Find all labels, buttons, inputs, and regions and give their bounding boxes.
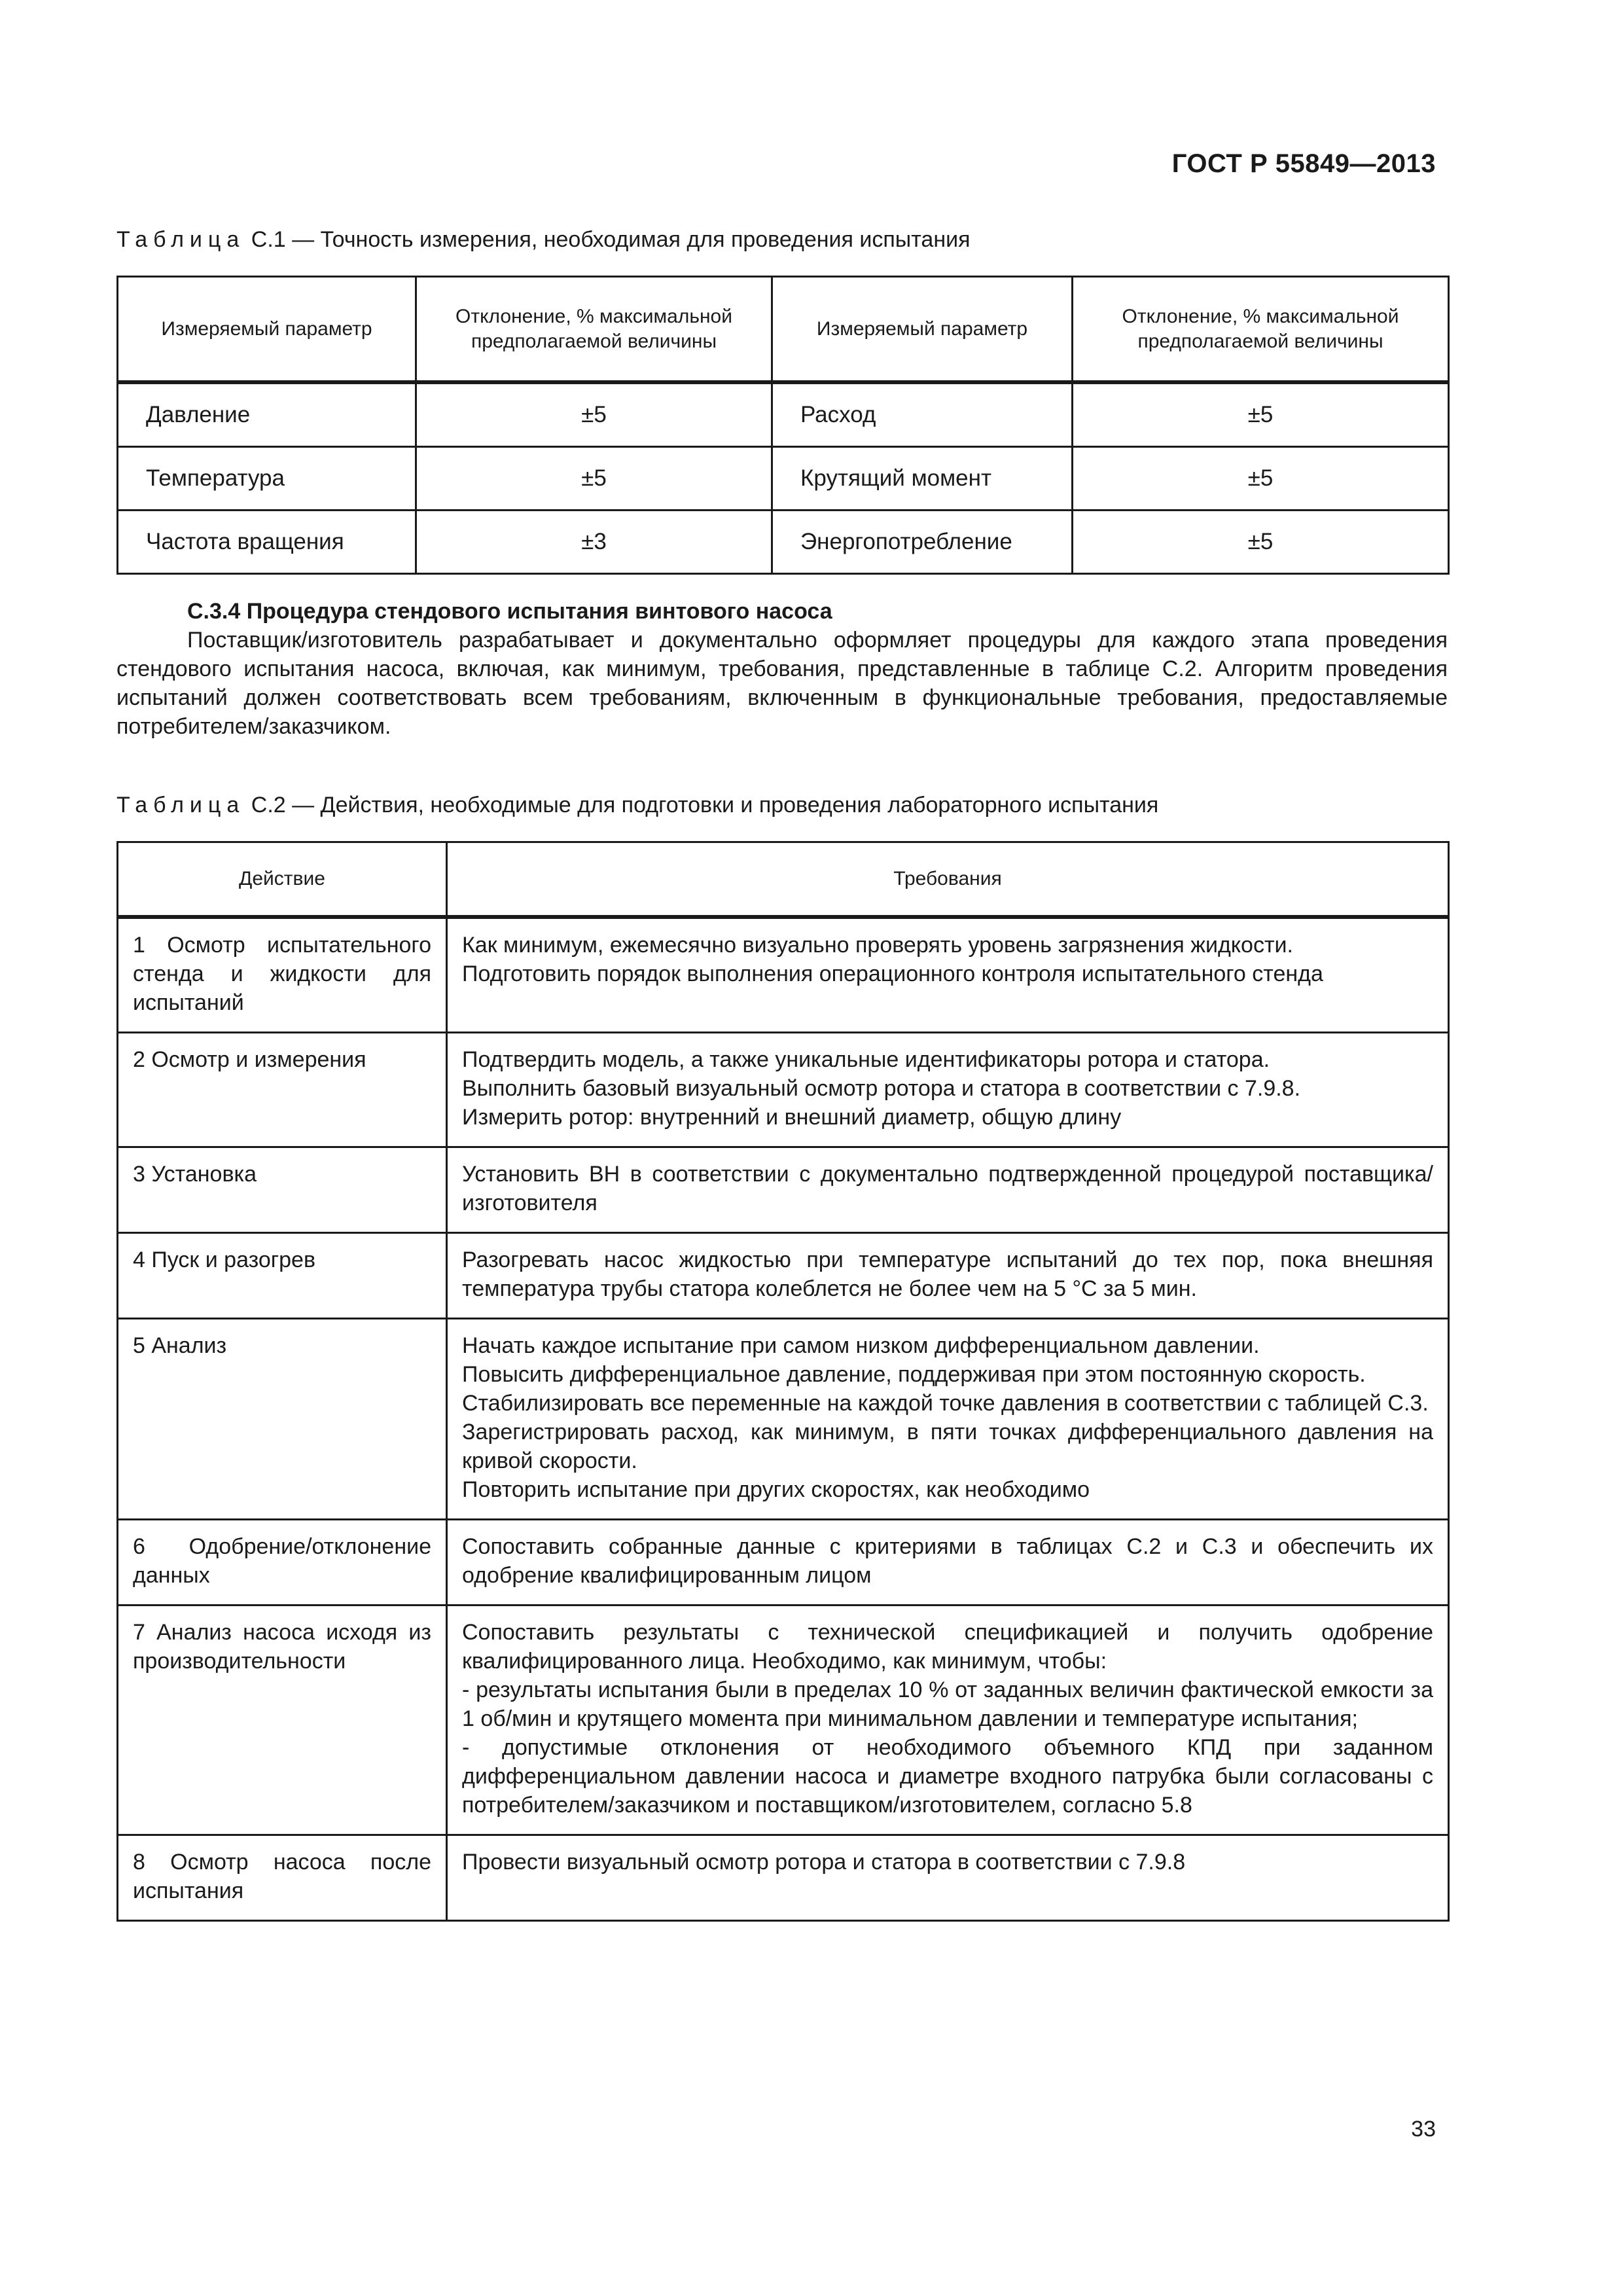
table1-measurement-accuracy: [116, 276, 1450, 575]
table2-caption-text: С.2 — Действия, необходимые для подготовки и проведения лабораторного испытания: [245, 793, 1159, 817]
table1-cell: Расход: [772, 382, 1073, 447]
table2-action-cell: 1 Осмотр испытательного стенда и жидкости для испытаний: [118, 917, 447, 1033]
table2-action-cell: 4 Пуск и разогрев: [118, 1233, 447, 1319]
table1-cell: ±3: [416, 511, 772, 574]
table-row: [118, 511, 1449, 574]
table2-requirements-cell: [447, 1233, 1449, 1319]
table1-header-cell: Отклонение, % максимальной предполагаемой величины: [416, 277, 772, 383]
table2-requirements-cell: [447, 1147, 1449, 1233]
table1-header-row: [118, 277, 1449, 383]
table-row: [118, 382, 1449, 447]
requirement-line: Повысить дифференциальное давление, поддерживая при этом постоянную скорость.: [462, 1362, 1366, 1387]
table1-header-cell: Измеряемый параметр: [772, 277, 1073, 383]
table2-action-cell: 7 Анализ насоса исходя из производительности: [118, 1605, 447, 1835]
table-row: [118, 1605, 1449, 1835]
table1-cell: Энергопотребление: [772, 511, 1073, 574]
requirement-line: Измерить ротор: внутренний и внешний диаметр, общую длину: [462, 1105, 1122, 1130]
table1-cell: Давление: [118, 382, 416, 447]
table1-cell: Температура: [118, 447, 416, 511]
requirement-line: Начать каждое испытание при самом низком дифференциальном давлении.: [462, 1333, 1260, 1358]
table1-cell: Частота вращения: [118, 511, 416, 574]
section-title: С.3.4 Процедура стендового испытания винтового насоса: [187, 599, 832, 624]
requirement-line: Провести визуальный осмотр ротора и статора в соответствии с 7.9.8: [462, 1850, 1186, 1874]
requirement-line: Зарегистрировать расход, как минимум, в пяти точках дифференциального давления на кривой скорости.: [462, 1420, 1433, 1473]
requirement-line: Подтвердить модель, а также уникальные идентификаторы ротора и статора.: [462, 1047, 1270, 1072]
table2-requirements-cell: [447, 1835, 1449, 1921]
table1-caption: [116, 226, 971, 253]
table2-requirements-cell: [447, 1605, 1449, 1835]
table-row: [118, 1033, 1449, 1147]
table2-header-cell: Действие: [118, 842, 447, 918]
table1-header-cell: Измеряемый параметр: [118, 277, 416, 383]
table-row: [118, 1520, 1449, 1605]
section-body: Поставщик/изготовитель разрабатывает и документально оформляет процедуры для каждого этапа проведения стендового испытания насоса, включая, как минимум, требования, представленные в таблице С.2. Алгоритм проведения испытаний должен соответствовать всем требованиям, включенным в функциональные требования, предоставляемые потребителем/заказчиком.: [116, 628, 1448, 739]
table2-caption-prefix: Таблица: [116, 793, 245, 817]
document-code: ГОСТ Р 55849—2013: [1171, 149, 1436, 178]
page-number: 33: [1411, 2117, 1436, 2142]
requirement-line: Разогревать насос жидкостью при температуре испытаний до тех пор, пока внешняя температура трубы статора колеблется не более чем на 5 °С за 5 мин.: [462, 1247, 1433, 1301]
table2-test-actions: [116, 841, 1450, 1922]
table2-action-cell: 2 Осмотр и измерения: [118, 1033, 447, 1147]
requirement-line: Выполнить базовый визуальный осмотр ротора и статора в соответствии с 7.9.8.: [462, 1076, 1301, 1101]
requirement-line: Как минимум, ежемесячно визуально проверять уровень загрязнения жидкости.: [462, 933, 1293, 958]
table1-cell: ±5: [1073, 511, 1449, 574]
requirement-line: Сопоставить собранные данные с критериями в таблицах С.2 и С.3 и обеспечить их одобрение квалифицированным лицом: [462, 1534, 1433, 1588]
requirement-line: Стабилизировать все переменные на каждой точке давления в соответствии с таблицей С.3.: [462, 1391, 1429, 1416]
requirement-line: Повторить испытание при других скоростях, как необходимо: [462, 1477, 1090, 1502]
table-row: [118, 1233, 1449, 1319]
table1-cell: ±5: [416, 382, 772, 447]
requirement-line: - результаты испытания были в пределах 10 % от заданных величин фактической емкости за 1 об/мин и крутящего момента при минимальном давлении и температуре испытания;: [462, 1677, 1433, 1731]
table2-action-cell: 5 Анализ: [118, 1319, 447, 1520]
requirement-line: Сопоставить результаты с технической спецификацией и получить одобрение квалифицированного лица. Необходимо, как минимум, чтобы:: [462, 1620, 1433, 1674]
table2-header-row: [118, 842, 1449, 918]
table1-cell: ±5: [416, 447, 772, 511]
table-row: [118, 917, 1449, 1033]
table-row: [118, 1319, 1449, 1520]
table2-action-cell: 8 Осмотр насоса после испытания: [118, 1835, 447, 1921]
table2-caption: [116, 792, 1158, 818]
table-row: [118, 1147, 1449, 1233]
table2-requirements-cell: [447, 1033, 1449, 1147]
table2-header-cell: Требования: [447, 842, 1449, 918]
table2-requirements-cell: [447, 917, 1449, 1033]
requirement-line: Подготовить порядок выполнения операционного контроля испытательного стенда: [462, 961, 1323, 986]
table1-cell: Крутящий момент: [772, 447, 1073, 511]
table1-cell: ±5: [1073, 382, 1449, 447]
table2-requirements-cell: [447, 1520, 1449, 1605]
table1-cell: ±5: [1073, 447, 1449, 511]
table-row: [118, 1835, 1449, 1921]
table2-action-cell: 6 Одобрение/отклонение данных: [118, 1520, 447, 1605]
table1-caption-text: С.1 — Точность измерения, необходимая для проведения испытания: [245, 227, 971, 252]
table2-requirements-cell: [447, 1319, 1449, 1520]
table1-caption-prefix: Таблица: [116, 227, 245, 252]
requirement-line: Установить ВН в соответствии с документально подтвержденной процедурой поставщика/изготовителя: [462, 1162, 1433, 1215]
section-c34: [116, 597, 1448, 741]
table2-action-cell: 3 Установка: [118, 1147, 447, 1233]
requirement-line: - допустимые отклонения от необходимого объемного КПД при заданном дифференциальном давлении насоса и диаметре входного патрубка были согласованы с потребителем/заказчиком и поставщиком/изготовителем, согласно 5.8: [462, 1735, 1433, 1818]
table1-header-cell: Отклонение, % максимальной предполагаемой величины: [1073, 277, 1449, 383]
table-row: [118, 447, 1449, 511]
